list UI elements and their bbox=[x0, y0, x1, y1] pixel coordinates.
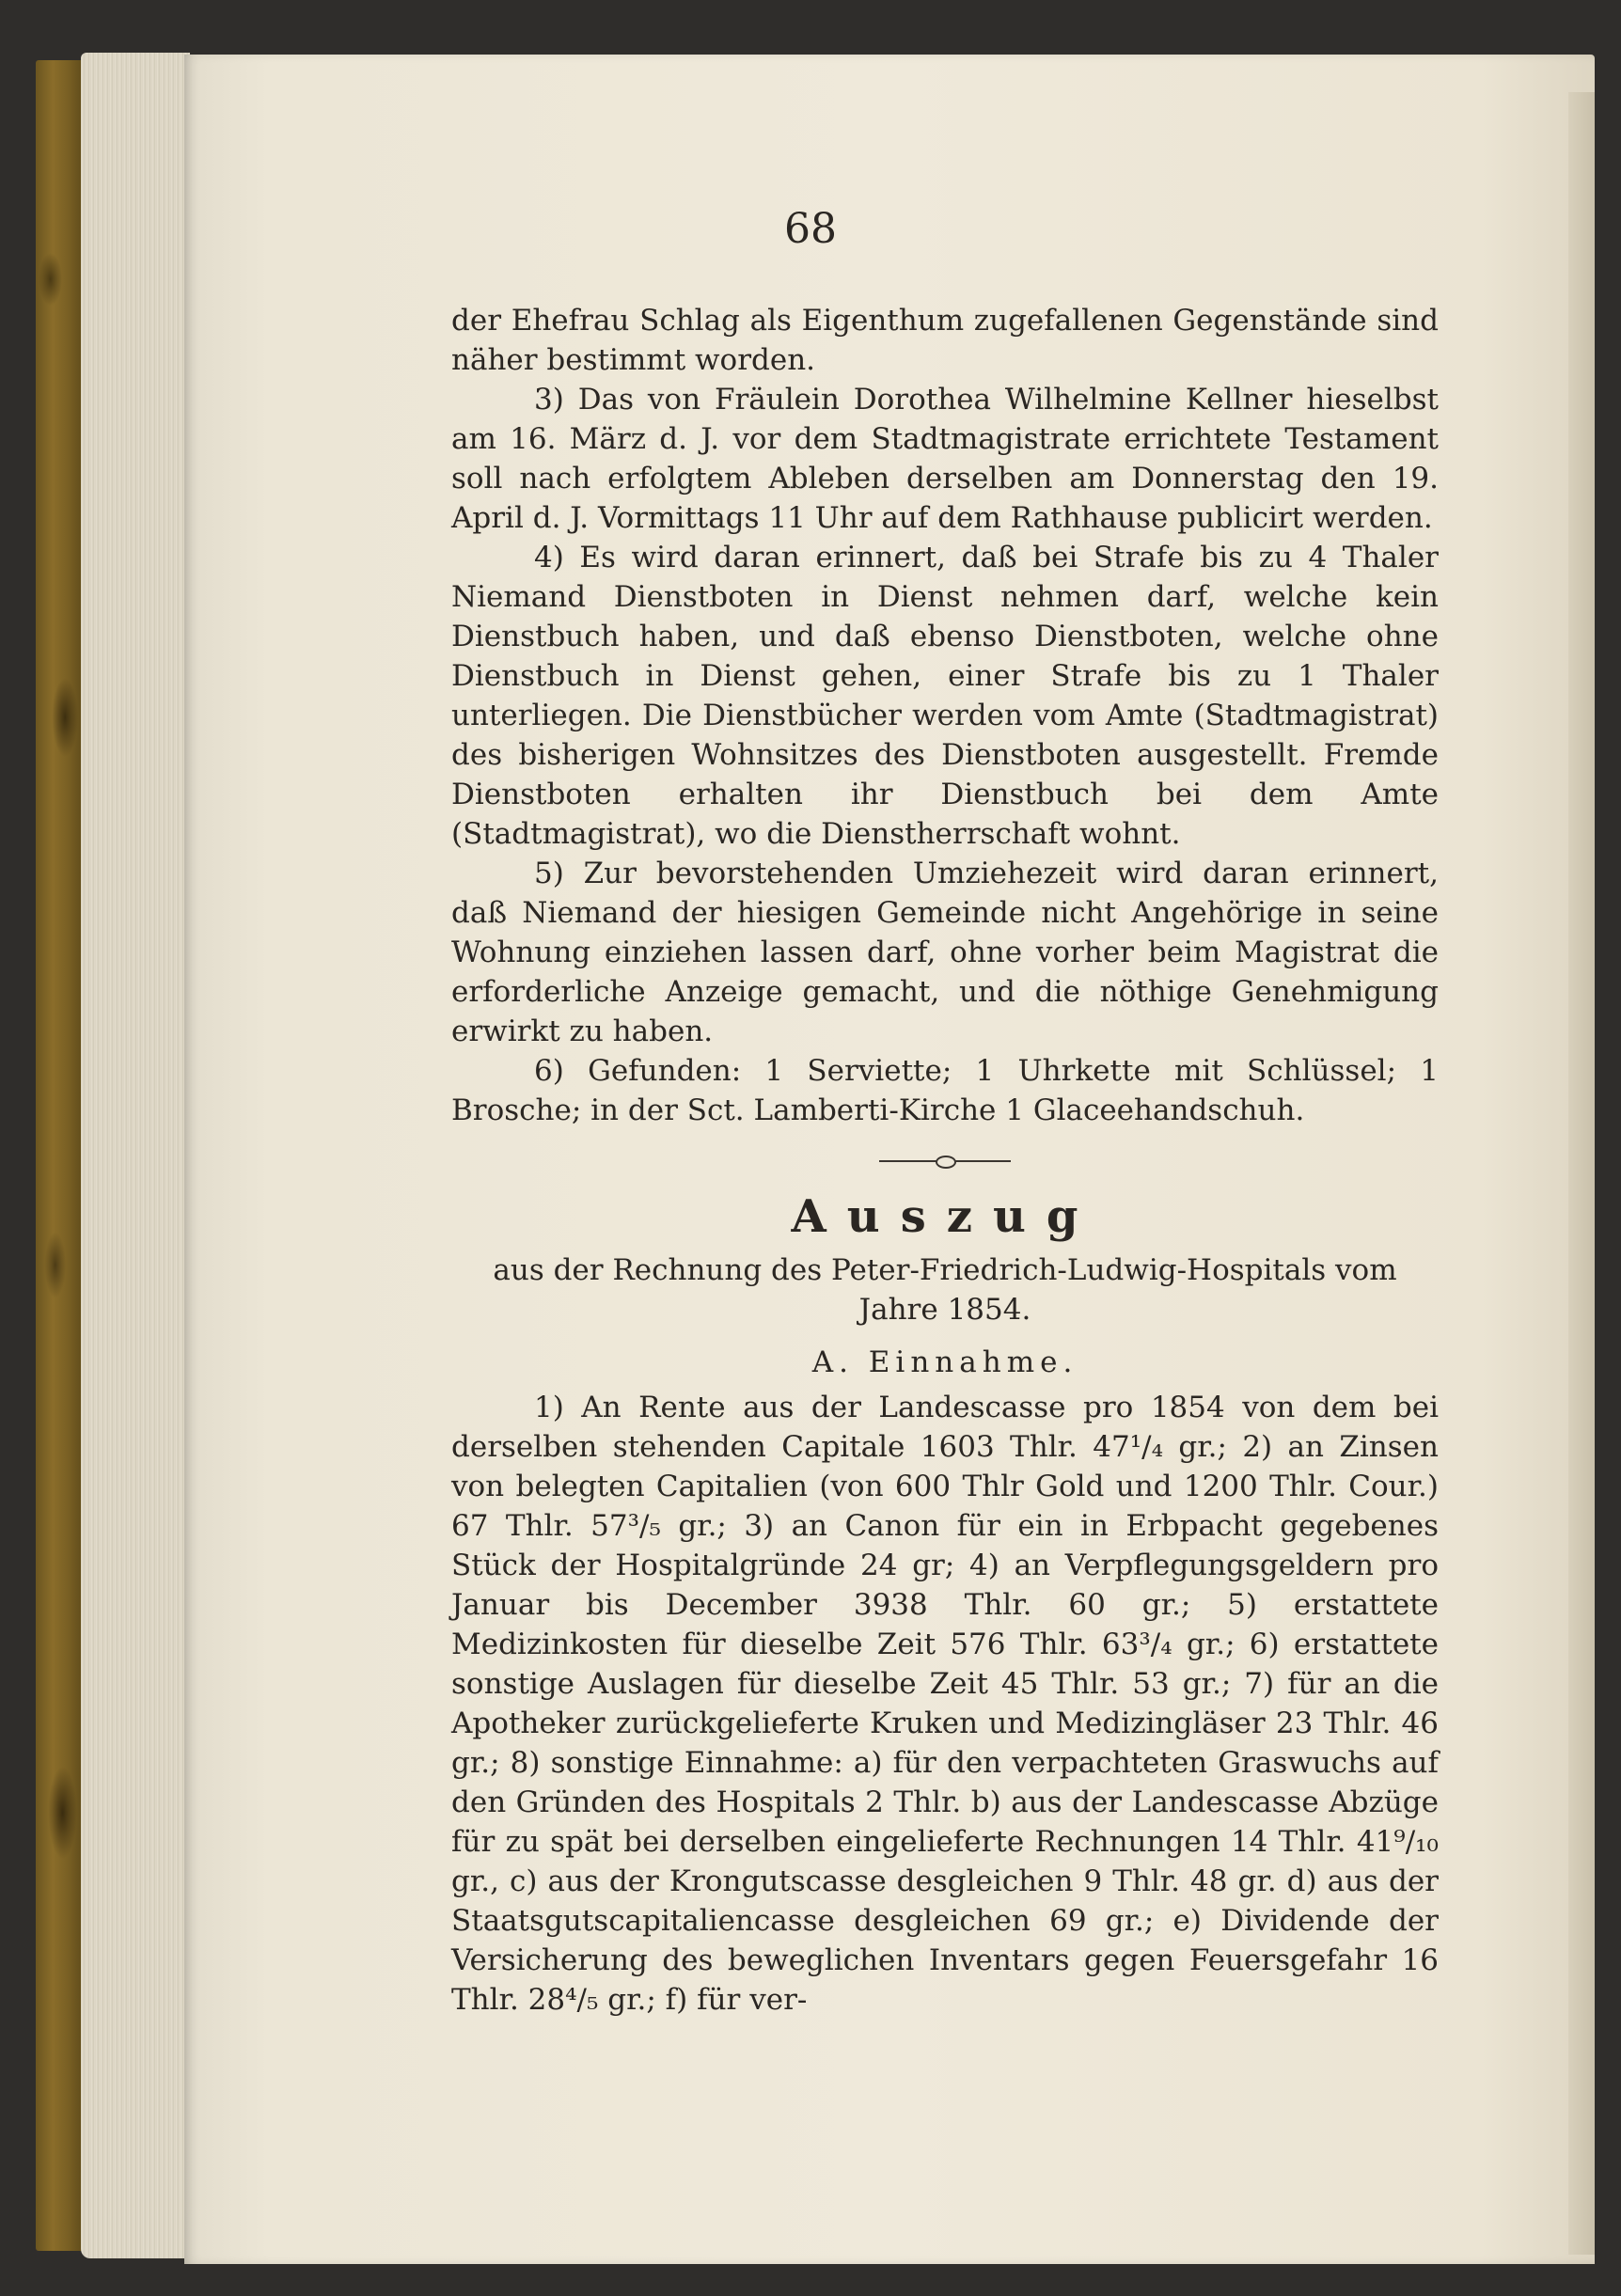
section-subheading: aus der Rechnung des Peter-Friedrich-Ludwig-Hospitals vom Jahre 1854. bbox=[493, 1253, 1397, 1327]
section-heading: Auszug bbox=[791, 1190, 1099, 1243]
paragraph-income: 1) An Rente aus der Landescasse pro 1854 von dem bei derselben stehenden Capitale 1603 Thlr. 47¹/₄ gr.; 2) an Zinsen von belegten Capitalien (von 600 Thlr Gold und 1200 Thlr. Cour.) 67 Thlr. 57³/₅ gr.; 3) an Canon für ein in Erbpacht gegebenes Stück der Hospitalgründe 24 gr; 4) an Verpflegungsgeldern pro Januar bis December 3938 Thlr. 60 gr.; 5) erstattete Medizinkosten für dieselbe Zeit 576 Thlr. 63³/₄ gr.; 6) erstattete sonstige Auslagen für dieselbe Zeit 45 Thlr. 53 gr.; 7) für an die Apotheker zurückgelieferte Kruken und Medizingläser 23 Thlr. 46 gr.; 8) sonstige Einnahme: a) für den verpachteten Graswuchs auf den Gründen des Hospitals 2 Thlr. b) aus der Landescasse Abzüge für zu spät bei derselben eingelieferte Rechnungen 14 Thlr. 41⁹/₁₀ gr., c) aus der Krongutscasse desgleichen 9 Thlr. 48 gr. d) aus der Staatsgutscapitaliencasse desgleichen 69 gr.; e) Dividende der Versicherung des beweglichen Inventars gegen Feuersgefahr 16 Thlr. 28⁴/₅ gr.; f) für ver- bbox=[451, 1391, 1439, 2017]
paragraph-item-5: 5) Zur bevorstehenden Umziehezeit wird daran erinnert, daß Niemand der hiesigen Gemeinde nicht Angehörige in seine Wohnung einziehen lassen darf, ohne vorher beim Magistrat die erforderliche Anzeige gemacht, und die nöthige Genehmigung erwirkt zu haben. bbox=[451, 857, 1439, 1048]
page-number: 68 bbox=[784, 205, 837, 253]
subsection-title: A. Einnahme. bbox=[811, 1345, 1078, 1379]
page-gutter bbox=[1568, 92, 1595, 2255]
paragraph-continuation: der Ehefrau Schlag als Eigenthum zugefallenen Gegenstände sind näher bestimmt worden. bbox=[451, 304, 1439, 377]
paragraph-item-6: 6) Gefunden: 1 Serviette; 1 Uhrkette mit Schlüssel; 1 Brosche; in der Sct. Lamberti-Kirche 1 Glaceehandschuh. bbox=[451, 1054, 1439, 1127]
paragraph-item-3: 3) Das von Fräulein Dorothea Wilhelmine Kellner hieselbst am 16. März d. J. vor dem Stadtmagistrate errichtete Testament soll nach erfolgtem Ableben derselben am Donnerstag den 19. April d. J. Vormittags 11 Uhr auf dem Rathhause publicirt werden. bbox=[451, 383, 1439, 535]
paragraph-item-4: 4) Es wird daran erinnert, daß bei Strafe bis zu 4 Thaler Niemand Dienstboten in Dienst nehmen darf, welche kein Dienstbuch haben, und daß ebenso Dienstboten, welche ohne Dienstbuch in Dienst gehen, einer Strafe bis zu 1 Thaler unterliegen. Die Dienstbücher werden vom Amte (Stadtmagistrat) des bisherigen Wohnsitzes des Dienstboten ausgestellt. Fremde Dienstboten erhalten ihr Dienstbuch bei dem Amte (Stadtmagistrat), wo die Dienstherrschaft wohnt. bbox=[451, 541, 1439, 851]
page-text bbox=[451, 301, 1439, 2020]
marbled-cover bbox=[36, 60, 85, 2251]
page-edges bbox=[81, 53, 190, 2258]
ornamental-divider bbox=[879, 1156, 1011, 1166]
